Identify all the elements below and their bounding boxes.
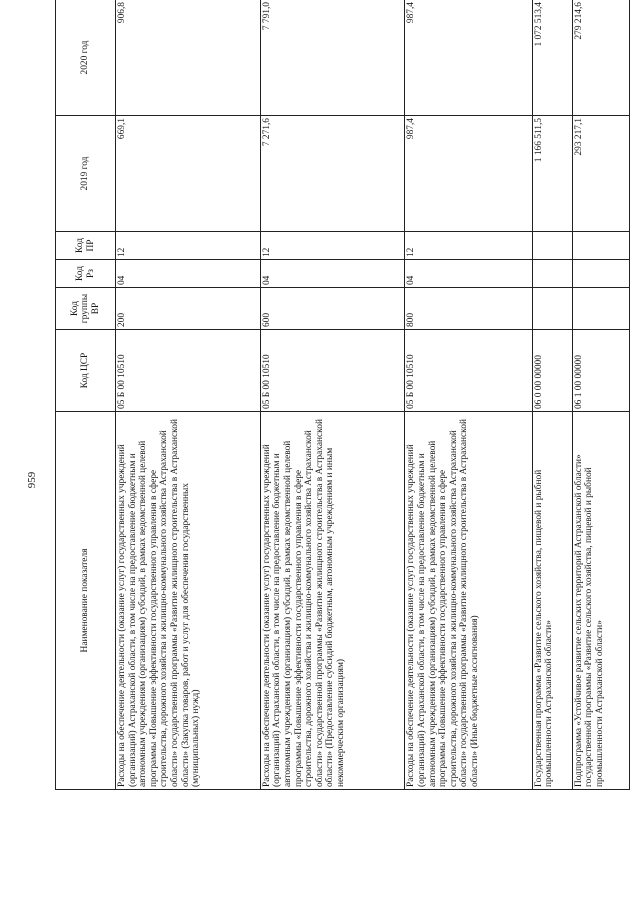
cell-pr [532,232,572,260]
cell-pr: 12 [116,232,261,260]
header-2020: 2020 год [56,0,116,116]
cell-name: Подпрограмма «Устойчивое развитие сельских территорий Астраханской области» государственной программы «Развитие сельского хозяйства, пищевой и рыбной промышленности Астраханской области» [572,412,629,790]
header-csr: Код ЦСР [56,330,116,412]
header-2019: 2019 год [56,116,116,232]
cell-rz [572,260,629,288]
table-row [572,0,629,790]
table-row [532,0,572,790]
header-rz: Код Рз [56,260,116,288]
cell-rz: 04 [405,260,532,288]
cell-name: Расходы на обеспечение деятельности (оказание услуг) государственных учреждений (организаций) Астраханской области, в том числе на предоставление бюджетным и автономным учреждениям (организациям) субсидий, в рамках ведомственной целевой программы «Повышение эффективности государственного управления в сфере строительства, дорожного хозяйства и жилищно-коммунального хозяйства Астраханской области» государственной программы «Развитие жилищного строительства в Астраханской области» (Предоставление субсидий бюджетным, автономным учреждениям и иным некоммерческим организациям) [260,412,405,790]
rotated-table-area [55,0,630,790]
cell-pr: 12 [260,232,405,260]
cell-csr: 05 Б 00 10510 [116,330,261,412]
cell-name: Государственная программа «Развитие сельского хозяйства, пищевой и рыбной промышленности Астраханской области» [532,412,572,790]
cell-name: Расходы на обеспечение деятельности (оказание услуг) государственных учреждений (организаций) Астраханской области, в том числе на предоставление бюджетным и автономным учреждениям (организациям) субсидий, в рамках ведомственной целевой программы «Повышение эффективности государственного управления в сфере строительства, дорожного хозяйства и жилищно-коммунального хозяйства Астраханской области» государственной программы «Развитие жилищного строительства в Астраханской области» (Закупка товаров, работ и услуг для обеспечения государственных (муниципальных) нужд) [116,412,261,790]
cell-name: Расходы на обеспечение деятельности (оказание услуг) государственных учреждений (организаций) Астраханской области, в том числе на предоставление бюджетным и автономным учреждениям (организациям) субсидий, в рамках ведомственной целевой программы «Повышение эффективности государственного управления в сфере строительства, дорожного хозяйства и жилищно-коммунального хозяйства Астраханской области» государственной программы «Развитие жилищного строительства в Астраханской области» (Иные бюджетные ассигнования) [405,412,532,790]
header-vr: Код группы ВР [56,288,116,330]
header-name: Наименование показателя [56,412,116,790]
cell-2020: 7 791,0 [260,0,405,116]
cell-rz: 04 [116,260,261,288]
cell-2020: 279 214,6 [572,0,629,116]
cell-rz [532,260,572,288]
cell-vr [532,288,572,330]
cell-2020: 906,8 [116,0,261,116]
cell-2019: 7 271,6 [260,116,405,232]
cell-pr: 12 [405,232,532,260]
budget-table [55,0,630,790]
table-row [116,0,261,790]
cell-2019: 293 217,1 [572,116,629,232]
cell-csr: 05 Б 00 10510 [405,330,532,412]
cell-2019: 1 166 511,5 [532,116,572,232]
cell-vr: 800 [405,288,532,330]
cell-2020: 1 072 513,4 [532,0,572,116]
cell-rz: 04 [260,260,405,288]
cell-2020: 987,4 [405,0,532,116]
cell-vr: 600 [260,288,405,330]
cell-2019: 987,4 [405,116,532,232]
table-header-row [56,0,116,790]
table-row [260,0,405,790]
page-number: 959 [26,471,38,489]
cell-csr: 06 0 00 00000 [532,330,572,412]
cell-csr: 05 Б 00 10510 [260,330,405,412]
cell-vr: 200 [116,288,261,330]
table-row [405,0,532,790]
cell-2019: 669,1 [116,116,261,232]
cell-csr: 06 1 00 00000 [572,330,629,412]
header-pr: Код ПР [56,232,116,260]
cell-vr [572,288,629,330]
cell-pr [572,232,629,260]
table-sheet [55,0,630,790]
